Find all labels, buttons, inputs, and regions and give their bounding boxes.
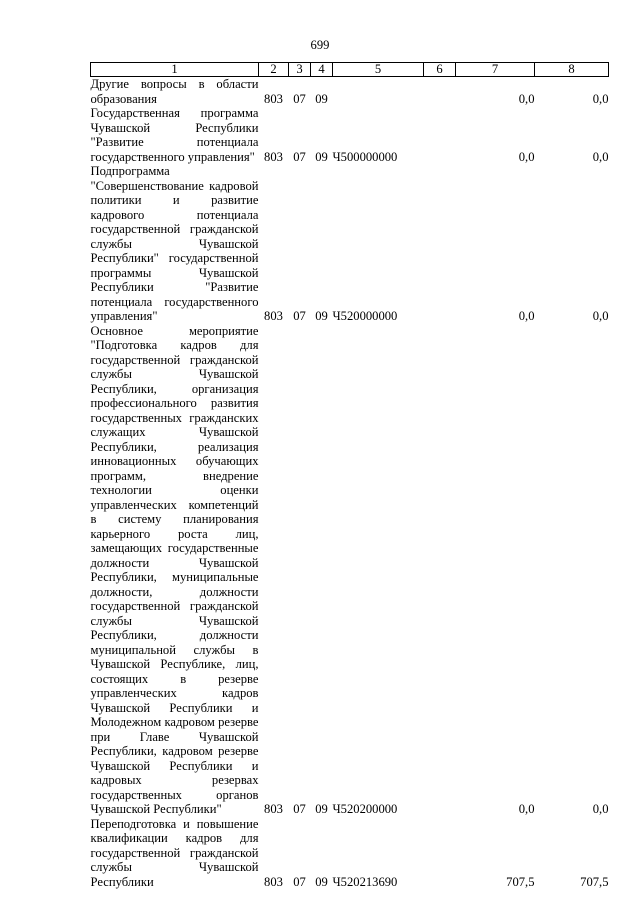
row-expense-type [424,164,456,324]
row-name: Другие вопросы в области образования [90,77,259,106]
table-row [91,106,609,164]
row-expense-type [424,324,456,817]
row-code: 803 [264,309,283,323]
header-col-6: 6 [424,63,456,77]
row-amount-7: 0,0 [518,802,535,816]
row-section: 07 [293,149,306,164]
row-subsection: 09 [315,91,328,106]
row-section: 07 [293,91,306,106]
row-amount-8: 0,0 [592,91,609,106]
table-row [91,77,609,107]
row-name: Государственная программа Чувашской Республики "Развитие потенциала государственного управления" [90,106,259,164]
row-subsection: 09 [315,874,328,889]
row-subsection: 09 [315,802,328,816]
row-target: Ч500000000 [332,149,398,164]
table-row [91,164,609,324]
row-expense-type [424,106,456,164]
row-name: Переподготовка и повышение квалификации кадров для государственной гражданской службы Чувашской Республики [90,816,259,889]
row-code: 803 [264,149,283,164]
row-target [333,77,424,107]
row-expense-type [424,817,456,890]
row-amount-8: 0,0 [592,309,609,323]
row-code: 803 [264,91,283,106]
row-section: 07 [293,309,306,323]
row-expense-type [424,77,456,107]
row-code: 803 [264,874,283,889]
row-amount-7: 0,0 [518,149,535,164]
row-amount-7: 0,0 [518,91,535,106]
row-section: 07 [293,874,306,889]
row-subsection: 09 [315,149,328,164]
row-name: Основное мероприятие "Подготовка кадров для государственной гражданской службы Чувашской Республики, организация профессионального развития государственных гражданских служащих Чувашской Республики, реализация инновационных обучающих программ, внедрение технологии оценки управленческих компетенций в систему планирования карьерного роста лиц, замещающих государственные должности Чувашской Республики, муниципальные должности, должности государственной гражданской службы Чувашской Республики, должности муниципальной службы в Чувашской Республике, лиц, состоящих в резерве управленческих кадров Чувашской Республики и Молодежном кадровом резерве при Главе Чувашской Республики, кадровом резерве Чувашской Республики и кадровых резервах государственных органов Чувашской Республики" [90,323,259,816]
page-number: 699 [310,38,330,52]
header-col-4: 4 [311,63,333,77]
header-col-7: 7 [456,63,535,77]
row-section: 07 [293,802,306,816]
row-target: Ч520000000 [332,309,398,323]
row-amount-8: 0,0 [592,802,609,816]
budget-table [90,62,609,889]
header-col-8: 8 [535,63,609,77]
header-col-5: 5 [333,63,424,77]
header-col-2: 2 [259,63,289,77]
row-target: Ч520200000 [332,802,398,816]
table-row [91,324,609,817]
row-name: Подпрограмма "Совершенствование кадровой политики и развитие кадрового потенциала государственной гражданской службы Чувашской Республики" государственной программы Чувашской Республики "Развитие потенциала государственного управления" [90,164,259,323]
row-amount-7: 707,5 [506,874,535,889]
row-amount-8: 707,5 [580,874,609,889]
header-col-3: 3 [289,63,311,77]
table-row [91,817,609,890]
row-target: Ч520213690 [332,874,398,889]
header-row [91,63,609,77]
row-amount-8: 0,0 [592,149,609,164]
row-subsection: 09 [315,309,328,323]
row-amount-7: 0,0 [518,309,535,323]
header-col-1: 1 [91,63,259,77]
row-code: 803 [264,802,283,816]
